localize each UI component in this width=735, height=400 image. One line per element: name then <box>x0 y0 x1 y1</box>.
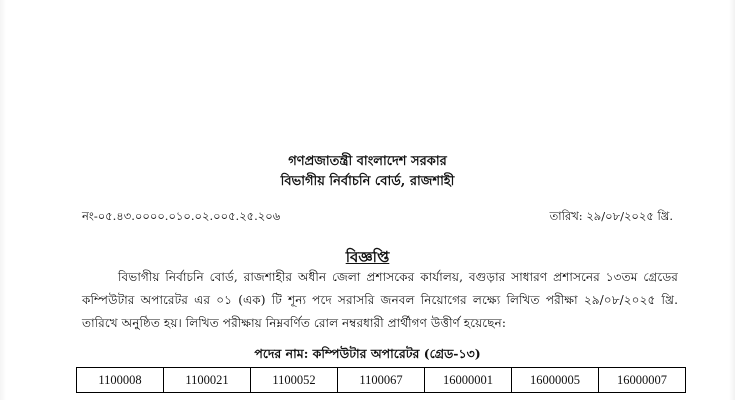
roll-number-cell: 1100021 <box>164 368 251 393</box>
notice-paragraph: বিভাগীয় নির্বাচনি বোর্ড, রাজশাহীর অধীন জেলা প্রশাসকের কার্যালয়, বগুড়ার সাধারণ প্রশাসনের ১৩তম গ্রেডের কম্পিউটার অপারেটর এর ০১ (এক) টি শূন্য পদে সরাসরি জনবল নিয়োগের লক্ষ্যে লিখিত পরীক্ষা ২৯/০৮/২০২৫ খ্রি. তারিখে অনুষ্ঠিত হয়। লিখিত পরীক্ষায় নিম্নবর্ণিত রোল নম্বরধারী প্রার্থীগণ উত্তীর্ণ হয়েছেন: <box>82 270 678 330</box>
office-title: বিভাগীয় নির্বাচনি বোর্ড, রাজশাহী <box>280 174 455 189</box>
government-title: গণপ্রজাতন্ত্রী বাংলাদেশ সরকার <box>288 154 447 169</box>
roll-number-cell: 16000007 <box>599 368 686 393</box>
roll-number-cell: 1100052 <box>251 368 338 393</box>
notice-title: বিজ্ঞপ্তি <box>345 248 390 266</box>
notice-body <box>82 266 678 335</box>
post-name: পদের নাম: কম্পিউটার অপারেটর (গ্রেড-১৩) <box>254 346 481 361</box>
roll-number-table <box>76 367 686 393</box>
roll-number-cell: 16000001 <box>425 368 512 393</box>
roll-number-cell: 1100008 <box>77 368 164 393</box>
memo-date: তারিখ: ২৯/০৮/২০২৫ খ্রি. <box>549 209 673 223</box>
roll-number-cell: 16000005 <box>512 368 599 393</box>
table-row <box>77 368 686 393</box>
roll-number-cell: 1100067 <box>338 368 425 393</box>
roll-table-body <box>77 368 686 393</box>
memo-number: নং-০৫.৪৩.০০০০.০১০.০২.০০৫.২৫.২০৬ <box>82 209 281 223</box>
